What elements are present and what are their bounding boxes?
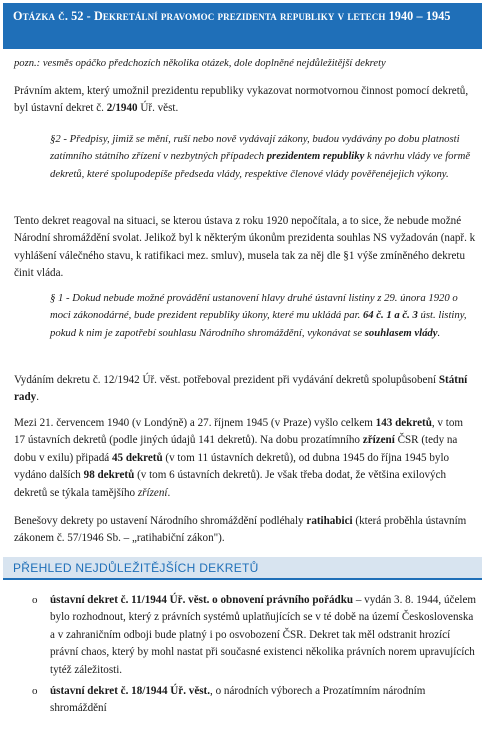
text: Vydáním dekretu č. 12/1942 Úř. věst. potřeboval prezident při vydávání dekretů spolupůsobení bbox=[14, 374, 437, 386]
emphasis: ratihabici bbox=[306, 515, 353, 527]
text: (v tom 6 ústavních dekretů). Je však třeba dodat, že většina exilových dekretů se týkala tamějšího bbox=[14, 469, 447, 499]
paragraph-decree-counts bbox=[14, 415, 476, 502]
text: §2 - Předpisy, jimiž se mění, ruší nebo nově vydávají zákony, budou vydávány po dobu platnosti zatímního státního zřízení v nezbytných případech bbox=[50, 133, 460, 163]
text: Právním aktem, který umožnil prezidentu republiky vykazovat normotvornou činnost pomocí dekretů, byl ústavní dekret č. bbox=[14, 85, 469, 115]
paragraph-state-council bbox=[14, 372, 476, 407]
list-item bbox=[32, 683, 476, 718]
text: (která proběhla ústavním zákonem č. 57/1946 Sb. – „ratihabiční zákon"). bbox=[14, 515, 467, 545]
text: Úř. věst. bbox=[140, 102, 179, 115]
emphasis: 98 dekretů bbox=[83, 469, 135, 482]
text: úst. listiny, pokud k nim je zapotřebí souhlasu Národního shromáždění, vykonávat se bbox=[50, 309, 467, 339]
emphasis: Státní rady bbox=[14, 374, 468, 404]
list-item bbox=[32, 592, 477, 679]
question-title: Otázka č. 52 - Dekretální pravomoc prezidenta republiky v letech 1940 – 1945 bbox=[3, 3, 482, 49]
decree-title: ústavní dekret č. 18/1944 Úř. věst. bbox=[50, 685, 211, 697]
paragraph-decree-reaction: Tento dekret reagoval na situaci, se kterou ústava z roku 1920 nepočítala, a to sice, že nebude možné Národní shromáždění svolat. Jelikož byl k některým úkonům prezidenta souhlas NS vyžadován (např. k vyhlášení válečného stavu, k ratifikaci mez. smluv), musela tak za něj dle §1 výše zmíněného dekretu činit vláda. bbox=[14, 215, 476, 280]
emphasis: 64 č. 1 a č. 3 bbox=[362, 309, 418, 322]
decree-number: 2/1940 bbox=[106, 102, 138, 115]
emphasis: 143 dekretů bbox=[375, 417, 432, 429]
emphasis: prezidentem republiky bbox=[266, 150, 365, 163]
section-heading bbox=[3, 557, 482, 580]
text: , v tom 17 ústavních dekretů (podle jiných údajů 141 dekretů). Na dobu prozatímního bbox=[14, 417, 464, 447]
decree-title: ústavní dekret č. 11/1944 Úř. věst. o obnovení právního pořádku bbox=[50, 594, 354, 606]
paragraph-ratihabition bbox=[14, 513, 476, 548]
emphasis: 45 dekretů bbox=[111, 451, 163, 464]
text: ČSR (tedy na dobu v exilu) připadá bbox=[14, 434, 458, 464]
decree-description: – vydán 3. 8. 1944, účelem bylo rozhodnout, který z právních systémů uplatňujících se v té době na území Československa a v zahraničním odboji bude platný i po osvobození ČSR. Dekret tak měl odstranit hrozící právní chaos, který by mohl nastat při současné existenci několika právních norem upravujících tytéž záležitosti. bbox=[50, 594, 477, 676]
note-text: pozn.: vesměs opáčko předchozích několika otázek, dole doplněné nejdůležitější dekrety bbox=[14, 58, 386, 69]
text: (v tom 11 ústavních dekretů), od dubna 1945 do října 1945 bylo vydáno dalších bbox=[14, 451, 450, 482]
section-title: PŘEHLED NEJDŮLEŽITĚJŠÍCH DEKRETŮ bbox=[13, 561, 259, 575]
emphasis: zřízení bbox=[137, 486, 168, 499]
text: . bbox=[36, 391, 39, 404]
emphasis: souhlasem vlády bbox=[364, 326, 438, 339]
text: Benešovy dekrety po ustavení Národního shromáždění podléhaly bbox=[14, 515, 304, 527]
paragraph-constitutional-decree bbox=[14, 83, 476, 118]
emphasis: zřízení bbox=[362, 434, 395, 447]
text: . bbox=[167, 486, 171, 499]
text: Mezi 21. červencem 1940 (v Londýně) a 27. říjnem 1945 (v Praze) vyšlo celkem bbox=[14, 417, 373, 429]
bullet-icon: o bbox=[32, 594, 38, 606]
text: . bbox=[437, 326, 441, 339]
bullet-icon: o bbox=[32, 685, 38, 697]
quote-paragraph-2 bbox=[50, 131, 476, 183]
text: § 1 - Dokud nebude možné provádění ustanovení hlavy druhé ústavní listiny z 29. února 1920 o moci zákonodárné, bude prezident republiky úkony, které mu ukládá par. bbox=[50, 292, 458, 322]
text: k návrhu vlády ve formě dekretů, které spolupodepíše předseda vlády, respektive členové vlády pověřenéjejich výkony. bbox=[50, 150, 471, 180]
quote-paragraph-1 bbox=[50, 290, 476, 342]
decree-description: , o národních výborech a Prozatímním národním shromáždění bbox=[50, 685, 426, 715]
